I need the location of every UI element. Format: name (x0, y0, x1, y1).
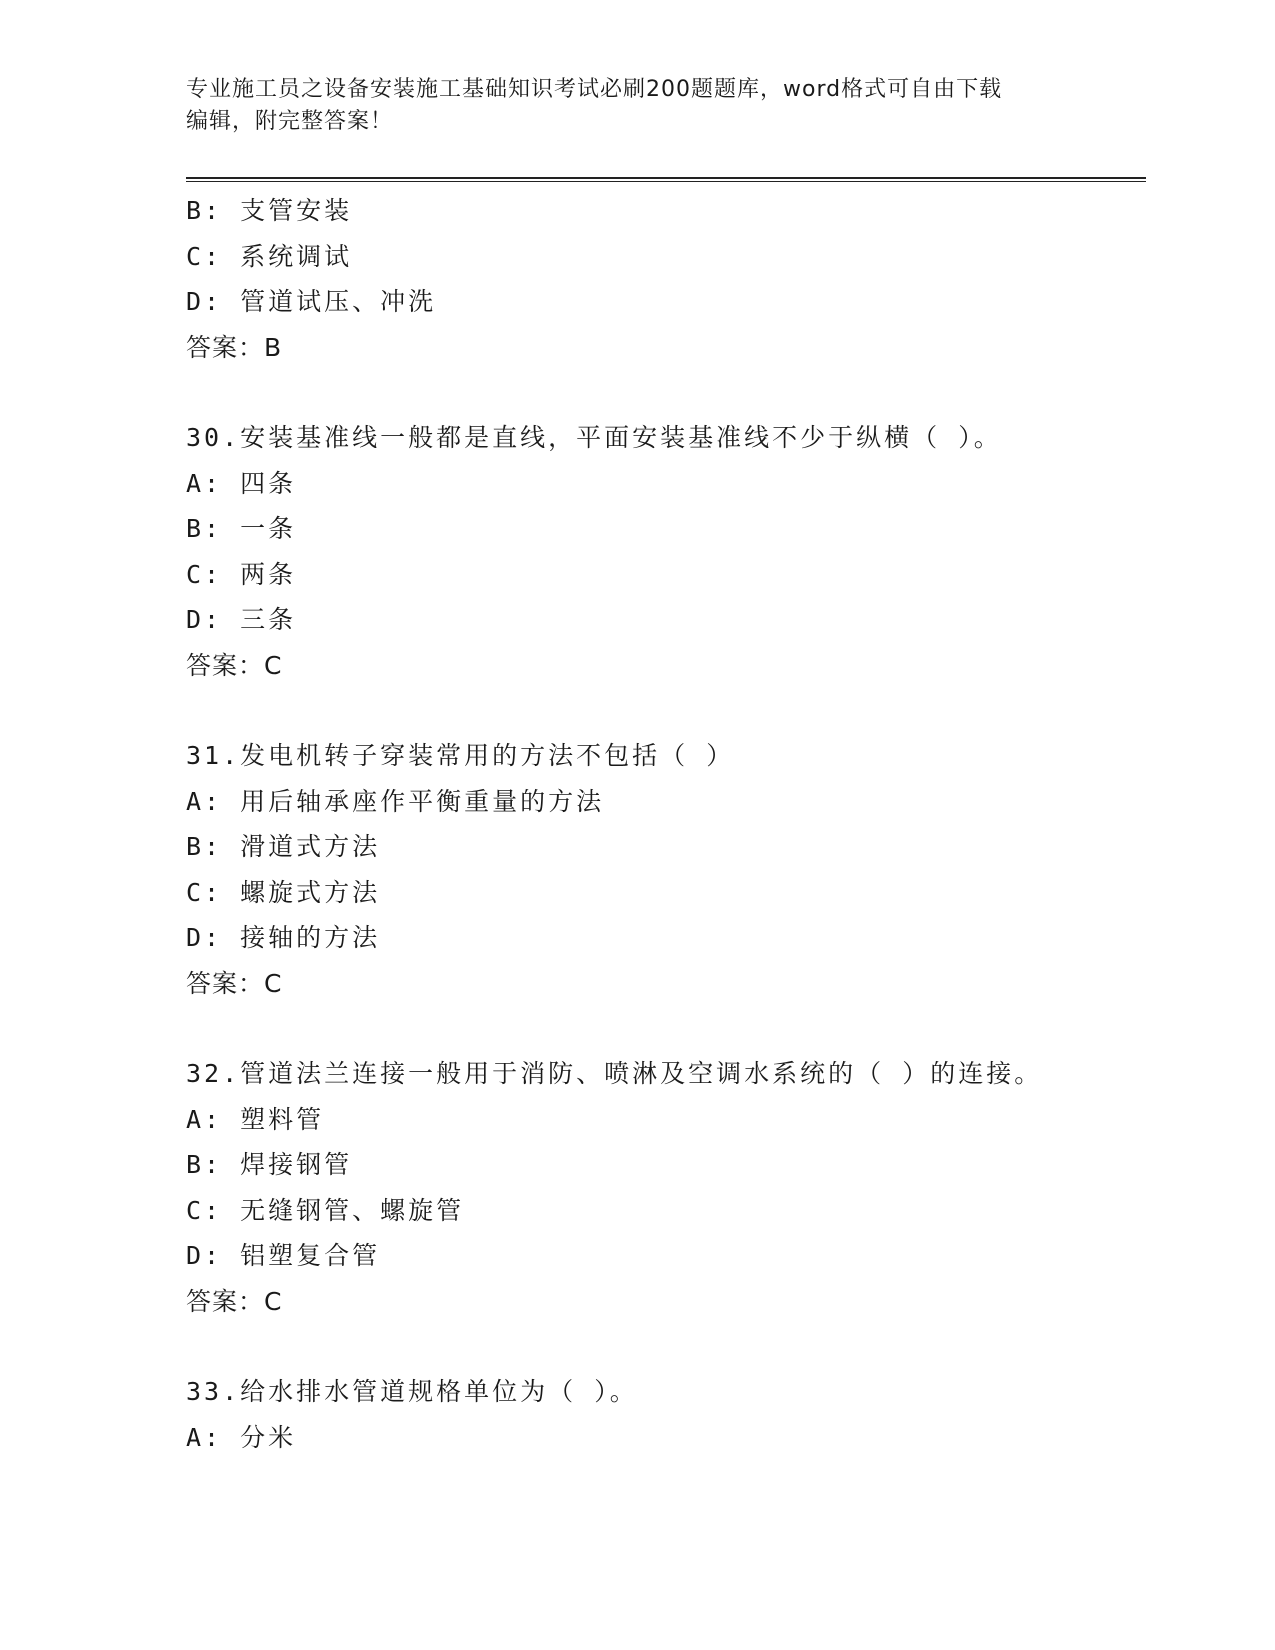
spacer (186, 370, 1146, 415)
question-text: 32.管道法兰连接一般用于消防、喷淋及空调水系统的（ ）的连接。 (186, 1059, 1043, 1088)
option-a: A: 塑料管 (186, 1104, 325, 1134)
option-b: B: 焊接钢管 (186, 1150, 353, 1179)
option-a: A: 用后轴承座作平衡重量的方法 (186, 786, 605, 816)
option-c: C: 两条 (186, 559, 297, 589)
question-block-31 (186, 733, 1146, 1006)
spacer (186, 688, 1146, 733)
answer-line: 答案：C (186, 1286, 283, 1316)
option-c: C: 系统调试 (186, 241, 353, 271)
question-block-32 (186, 1051, 1146, 1324)
option-b: B: 滑道式方法 (186, 832, 381, 861)
header-divider (186, 177, 1146, 182)
option-c: C: 无缝钢管、螺旋管 (186, 1195, 465, 1225)
spacer (186, 1324, 1146, 1369)
option-d: D: 管道试压、冲洗 (186, 287, 437, 316)
option-a: A: 分米 (186, 1422, 297, 1452)
question-block-29 (186, 188, 1146, 370)
question-text: 33.给水排水管道规格单位为（ ）。 (186, 1377, 638, 1406)
question-block-30 (186, 415, 1146, 688)
option-d: D: 铝塑复合管 (186, 1241, 381, 1270)
answer-line: 答案：C (186, 968, 283, 998)
answer-line: 答案：C (186, 650, 283, 680)
option-a: A: 四条 (186, 468, 297, 498)
question-list (186, 188, 1146, 1460)
document-header (186, 74, 1086, 138)
option-b: B: 一条 (186, 514, 297, 543)
answer-line: 答案：B (186, 332, 283, 362)
option-d: D: 接轴的方法 (186, 923, 381, 952)
header-line-2: 编辑，附完整答案！ (186, 109, 394, 134)
option-b: B: 支管安装 (186, 196, 353, 225)
option-c: C: 螺旋式方法 (186, 877, 381, 907)
spacer (186, 1006, 1146, 1051)
question-text: 31.发电机转子穿装常用的方法不包括（ ） (186, 741, 735, 770)
question-text: 30.安装基准线一般都是直线，平面安装基准线不少于纵横（ ）。 (186, 423, 1002, 452)
header-line-1: 专业施工员之设备安装施工基础知识考试必刷200题题库，word格式可自由下载 (186, 77, 1003, 102)
option-d: D: 三条 (186, 605, 297, 634)
question-block-33 (186, 1369, 1146, 1460)
